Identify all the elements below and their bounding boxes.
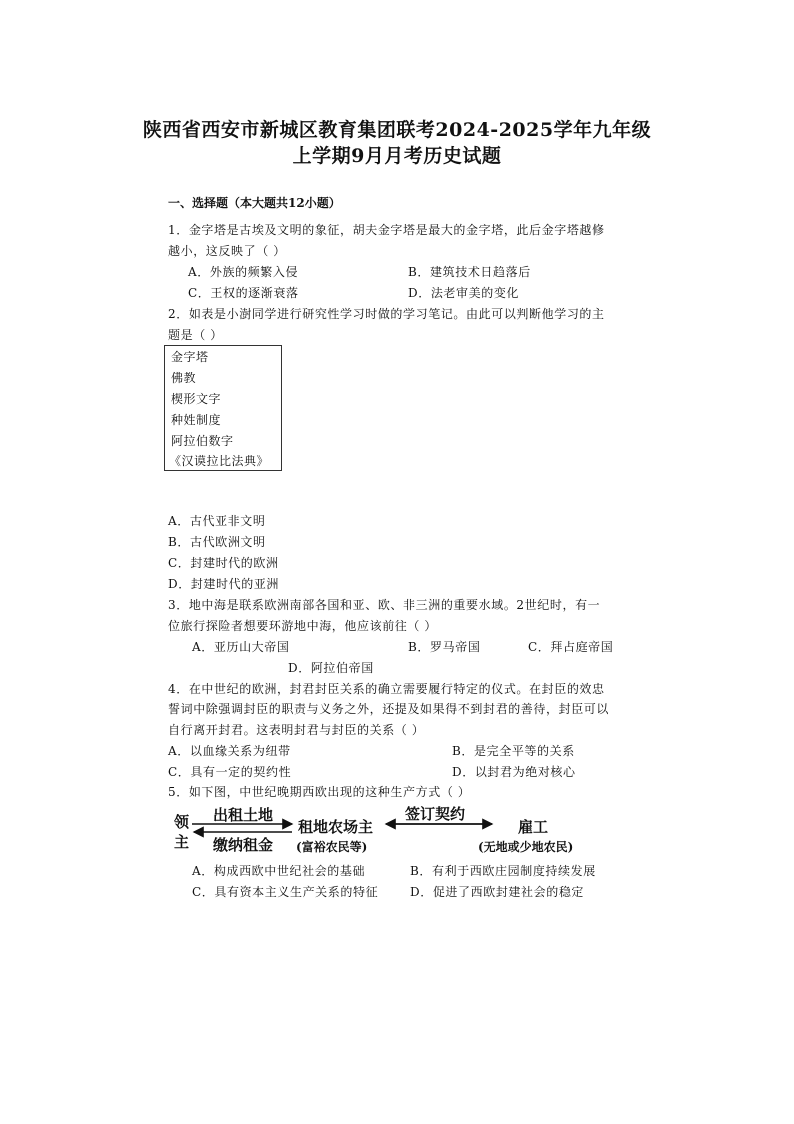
q1-option-a: A．外族的频繁入侵 xyxy=(188,265,299,279)
q4-stem-line2: 誓词中除强调封臣的职责与义务之外，还提及如果得不到封君的善待，封臣可以 xyxy=(168,702,610,716)
section-heading: 一、选择题（本大题共12小题） xyxy=(168,196,341,210)
q2-stem-line2: 题是（ ） xyxy=(168,328,223,342)
diagram-tenant-farmer: 租地农场主 xyxy=(298,818,374,836)
q1-option-d: D．法老审美的变化 xyxy=(408,286,520,300)
notes-item: 种姓制度 xyxy=(171,413,222,427)
q4-option-d: D．以封君为绝对核心 xyxy=(452,765,576,779)
q5-stem-line1: 5．如下图，中世纪晚期西欧出现的这种生产方式（ ） xyxy=(168,785,471,799)
q5-option-b: B．有利于西欧庄园制度持续发展 xyxy=(410,864,596,878)
q3-stem-line1: 3．地中海是联系欧洲南部各国和亚、欧、非三洲的重要水域。2世纪时，有一 xyxy=(168,598,601,612)
q1-stem-line2: 越小，这反映了（ ） xyxy=(168,244,286,258)
q4-option-c: C．具有一定的契约性 xyxy=(168,765,292,779)
notes-item: 金字塔 xyxy=(171,350,209,364)
q1-option-b: B．建筑技术日趋落后 xyxy=(408,265,531,279)
q4-option-a: A．以血缘关系为纽带 xyxy=(168,744,291,758)
diagram-worker-note: (无地或少地农民) xyxy=(478,840,574,854)
q3-stem-line2: 位旅行探险者想要环游地中海，他应该前往（ ） xyxy=(168,619,438,633)
notes-item: 《汉谟拉比法典》 xyxy=(169,454,270,468)
diagram-contract-label: 签订契约 xyxy=(405,805,466,823)
q3-option-d: D．阿拉伯帝国 xyxy=(288,661,374,675)
q3-option-b: B．罗马帝国 xyxy=(408,640,481,654)
q5-option-d: D．促进了西欧封建社会的稳定 xyxy=(410,885,585,899)
q1-option-c: C．王权的逐渐衰落 xyxy=(188,286,299,300)
q4-stem-line3: 自行离开封君。这表明封君与封臣的关系（ ） xyxy=(168,723,425,737)
diagram-lease-label: 出租土地 xyxy=(213,806,274,824)
q5-option-a: A．构成西欧中世纪社会的基础 xyxy=(192,864,366,878)
exam-title-line1: 陕西省西安市新城区教育集团联考2024-2025学年九年级 xyxy=(142,119,652,141)
notes-item: 佛教 xyxy=(171,371,197,385)
q2-stem-line1: 2．如表是小澍同学进行研究性学习时做的学习笔记。由此可以判断他学习的主 xyxy=(168,307,605,321)
notes-item: 阿拉伯数字 xyxy=(171,434,234,448)
q2-option-a: A．古代亚非文明 xyxy=(168,514,266,528)
exam-title-line2: 上学期9月月考历史试题 xyxy=(292,145,502,167)
q5-option-c: C．具有资本主义生产关系的特征 xyxy=(192,885,379,899)
q4-stem-line1: 4．在中世纪的欧洲，封君封臣关系的确立需要履行特定的仪式。在封臣的效忠 xyxy=(168,682,605,696)
notes-item: 楔形文字 xyxy=(171,392,222,406)
q2-option-c: C．封建时代的欧洲 xyxy=(168,556,279,570)
q2-option-b: B．古代欧洲文明 xyxy=(168,535,266,549)
diagram-lord-char1: 领 xyxy=(174,813,190,831)
diagram-tenant-note: (富裕农民等) xyxy=(296,840,368,854)
q1-stem-line1: 1．金字塔是古埃及文明的象征，胡夫金字塔是最大的金字塔，此后金字塔越修 xyxy=(168,223,605,237)
diagram-rent-label: 缴纳租金 xyxy=(213,836,274,854)
q4-option-b: B．是完全平等的关系 xyxy=(452,744,575,758)
diagram-worker: 雇工 xyxy=(518,818,549,836)
q3-option-a: A．亚历山大帝国 xyxy=(192,640,290,654)
q3-option-c: C．拜占庭帝国 xyxy=(528,640,614,654)
diagram-lord-char2: 主 xyxy=(174,833,190,851)
q2-option-d: D．封建时代的亚洲 xyxy=(168,577,280,591)
